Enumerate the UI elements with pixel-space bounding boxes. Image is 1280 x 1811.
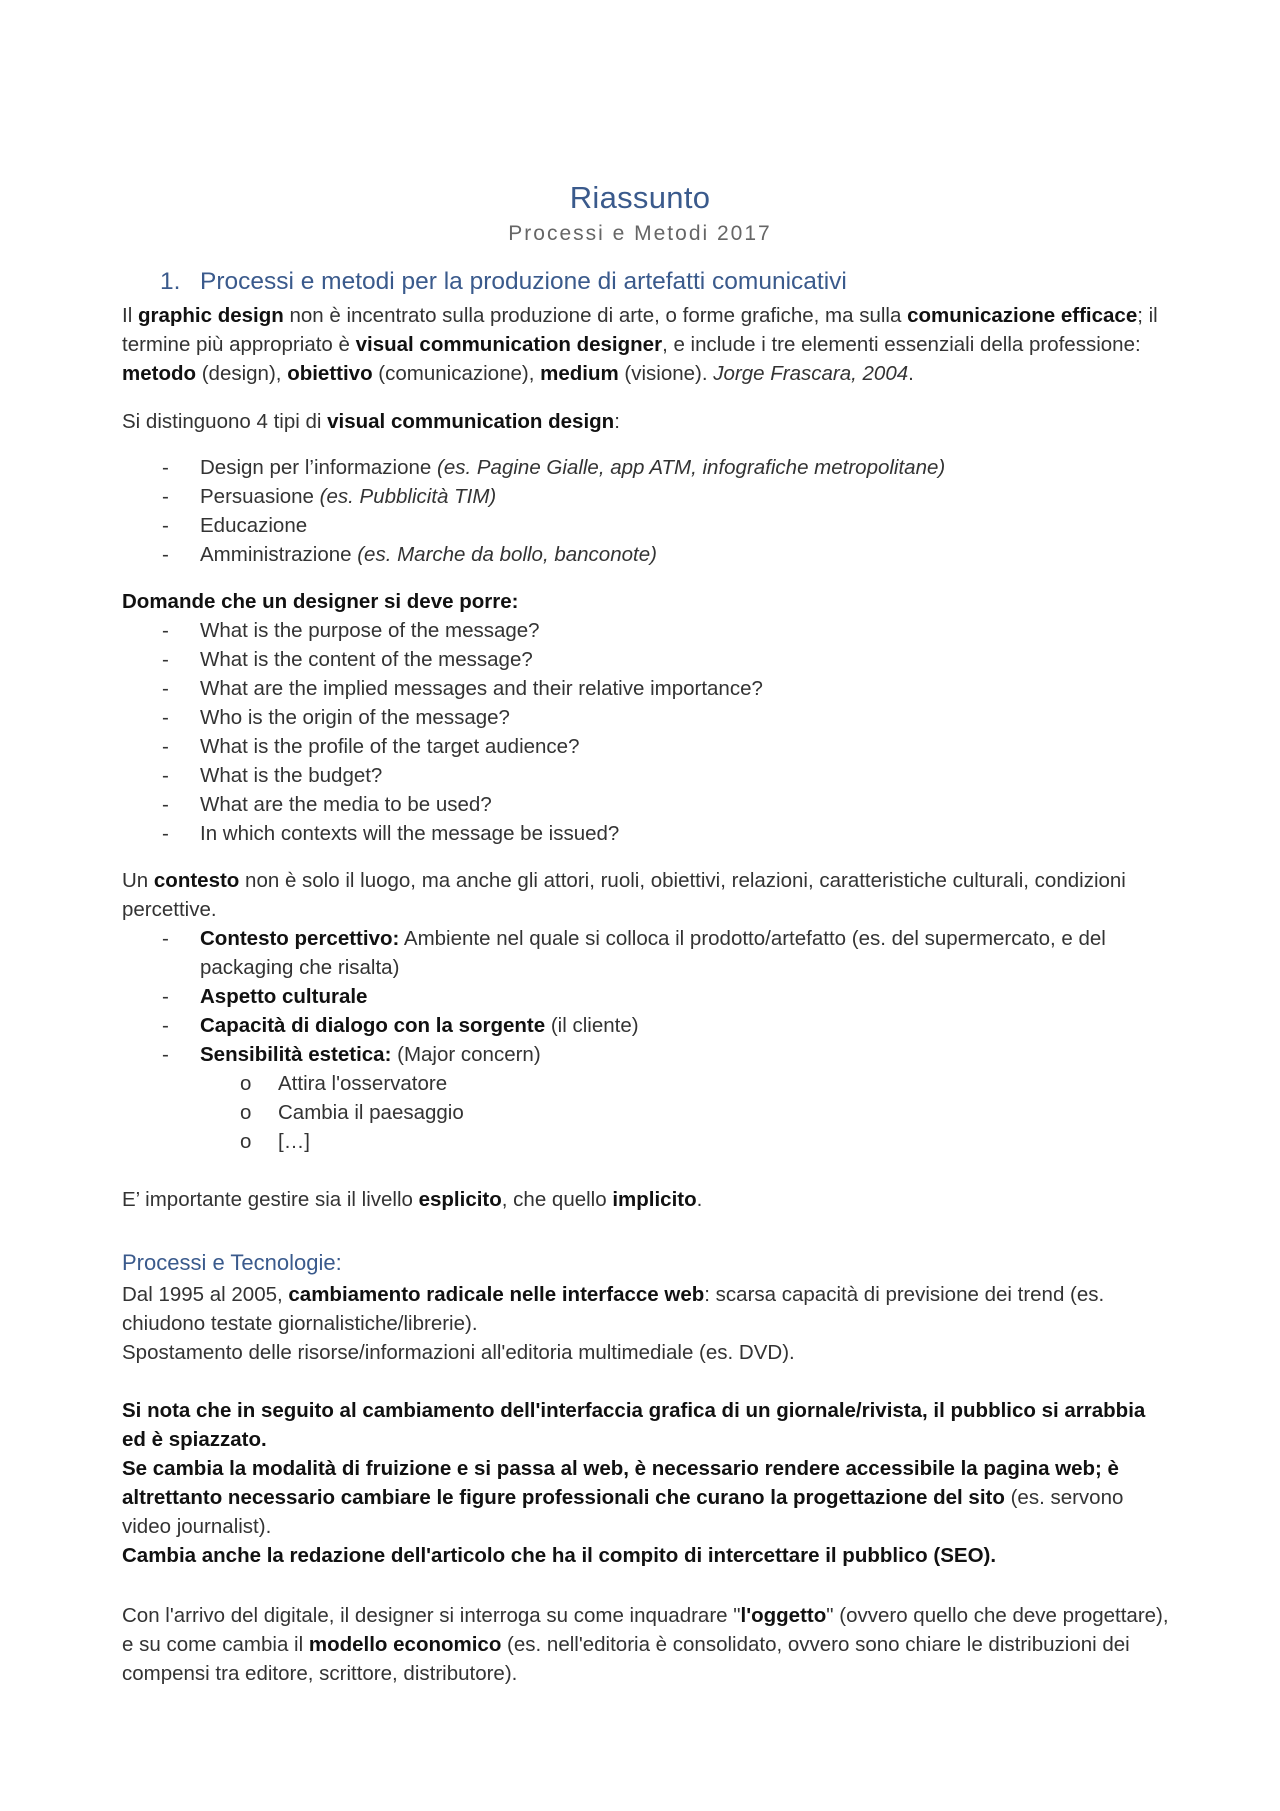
- list-item-text: Amministrazione: [200, 543, 358, 566]
- levels-paragraph: [122, 1185, 1172, 1214]
- text-run: (comunicazione),: [372, 362, 541, 385]
- sub-list-item-text: Cambia il paesaggio: [278, 1101, 464, 1124]
- text-run: non è solo il luogo, ma anche gli attori, ruoli, obiettivi, relazioni, caratteristiche culturali, condizioni percettive.: [122, 869, 1126, 921]
- bold-run: visual communication designer: [355, 333, 663, 356]
- text-run: Ambiente nel quale si colloca il prodotto/artefatto (es. del supermercato, e del packaging che risalta): [200, 927, 1106, 979]
- tech-paragraph-2: [122, 1396, 1172, 1570]
- bold-run: Capacità di dialogo con la sorgente: [200, 1014, 546, 1037]
- list-item-example: (es. Pubblicità TIM): [319, 485, 497, 508]
- list-item-text: Design per l’informazione: [200, 456, 438, 479]
- section-heading-1: [160, 268, 847, 296]
- text-run: Si distinguono 4 tipi di: [122, 410, 328, 433]
- list-item: - What are the media to be used?: [122, 790, 1172, 819]
- text-run: (design),: [196, 362, 288, 385]
- list-item: [122, 482, 1172, 511]
- list-item-text: Educazione: [200, 514, 308, 537]
- text-run: :: [614, 410, 620, 433]
- bold-run: implicito: [612, 1188, 697, 1211]
- section-number: 1.: [160, 268, 181, 295]
- intro-paragraph: [122, 301, 1172, 388]
- list-item-text: Persuasione: [200, 485, 320, 508]
- sub-list-item: [122, 1098, 1172, 1127]
- bold-run: graphic design: [137, 304, 284, 327]
- list-item-example: (es. Pagine Gialle, app ATM, infografiche metropolitane): [437, 456, 946, 479]
- bold-run: l'oggetto: [740, 1604, 827, 1627]
- text-run: " (ovvero quello che deve progettare), e su come cambia il: [122, 1604, 1169, 1656]
- list-item: - What is the budget?: [122, 761, 1172, 790]
- bold-run: comunicazione efficace: [907, 304, 1138, 327]
- document-subtitle: Processi e Metodi 2017: [508, 222, 772, 245]
- bold-run: contesto: [153, 869, 240, 892]
- tech-paragraph-1-line: Spostamento delle risorse/informazioni all'editoria multimediale (es. DVD).: [122, 1341, 795, 1364]
- text-run: Un: [122, 869, 154, 892]
- types-intro-paragraph: [122, 407, 1172, 436]
- list-item: [122, 924, 1172, 982]
- list-item: - What are the implied messages and their relative importance?: [122, 674, 1172, 703]
- list-item: - What is the purpose of the message?: [122, 616, 1172, 645]
- tech-paragraph-1: [122, 1280, 1172, 1367]
- text-run: .: [696, 1188, 703, 1211]
- list-item: [122, 1040, 1172, 1069]
- list-item: - What is the profile of the target audience?: [122, 732, 1172, 761]
- bold-run: Aspetto culturale: [200, 985, 368, 1008]
- questions-title: Domande che un designer si deve porre:: [122, 590, 519, 613]
- citation: Jorge Frascara, 2004: [713, 362, 909, 385]
- list-item: - What is the content of the message?: [122, 645, 1172, 674]
- text-run: , che quello: [501, 1188, 613, 1211]
- text-run: (il cliente): [545, 1014, 639, 1037]
- list-item: [122, 453, 1172, 482]
- bold-run: Si nota che in seguito al cambiamento dell'interfaccia grafica di un giornale/rivista, il pubblico si arrabbia ed è spiazzato.: [122, 1399, 1146, 1451]
- text-run: Il: [122, 304, 138, 327]
- text-run: non è incentrato sulla produzione di arte, o forme grafiche, ma sulla: [283, 304, 908, 327]
- bold-run: modello economico: [308, 1633, 502, 1656]
- list-item: [122, 540, 1172, 569]
- bold-run: Cambia anche la redazione dell'articolo che ha il compito di intercettare il pubblico (SEO).: [122, 1544, 997, 1567]
- text-run: E’ importante gestire sia il livello: [122, 1188, 419, 1211]
- text-run: (es. nell'editoria è consolidato, ovvero sono chiare le distribuzioni dei compensi tra editore, scrittore, distributore).: [122, 1633, 1130, 1685]
- bold-run: medium: [540, 362, 619, 385]
- questions-block: [122, 587, 1172, 848]
- text-run: .: [908, 362, 914, 385]
- sub-list-item: [122, 1127, 1172, 1156]
- tech-paragraph-3: [122, 1601, 1172, 1688]
- sub-list-item: [122, 1069, 1172, 1098]
- text-run: : scarsa capacità di previsione dei trend (es. chiudono testate giornalistiche/librerie).: [122, 1283, 1105, 1335]
- circle-bullet-icon: o: [240, 1101, 252, 1124]
- text-run: (visione).: [618, 362, 714, 385]
- sub-list-item-text: […]: [278, 1130, 310, 1153]
- sub-list-item-text: Attira l'osservatore: [278, 1072, 448, 1095]
- bold-run: cambiamento radicale nelle interfacce web: [288, 1283, 705, 1306]
- text-run: Con l'arrivo del digitale, il designer si interroga su come inquadrare ": [122, 1604, 741, 1627]
- section-heading-text: Processi e metodi per la produzione di artefatti comunicativi: [200, 268, 847, 295]
- bold-run: esplicito: [418, 1188, 502, 1211]
- section-heading-2: Processi e Tecnologie:: [122, 1250, 342, 1275]
- text-run: , e include i tre elementi essenziali della professione:: [662, 333, 1141, 356]
- bold-run: Se cambia la modalità di fruizione e si passa al web, è necessario rendere accessibile la pagina web; è altrettanto necessario cambiare le figure professionali che curano la progettazione del sito: [122, 1457, 1119, 1509]
- list-item: [122, 1011, 1172, 1040]
- bold-run: obiettivo: [287, 362, 373, 385]
- list-item: [122, 982, 1172, 1011]
- bold-run: Sensibilità estetica:: [200, 1043, 392, 1066]
- types-list: [122, 453, 1172, 569]
- text-run: ; il termine più appropriato è: [122, 304, 1158, 356]
- text-run: (es. servono video journalist).: [122, 1486, 1124, 1538]
- list-item: - In which contexts will the message be issued?: [122, 819, 1172, 848]
- bold-run: Contesto percettivo:: [200, 927, 400, 950]
- bold-run: visual communication design: [327, 410, 615, 433]
- circle-bullet-icon: o: [240, 1072, 252, 1095]
- text-run: (Major concern): [391, 1043, 541, 1066]
- text-run: Dal 1995 al 2005,: [122, 1283, 289, 1306]
- list-item: - Who is the origin of the message?: [122, 703, 1172, 732]
- bold-run: metodo: [122, 362, 197, 385]
- context-block: [122, 866, 1172, 1156]
- list-item-example: (es. Marche da bollo, banconote): [357, 543, 657, 566]
- circle-bullet-icon: o: [240, 1130, 252, 1153]
- list-item: [122, 511, 1172, 540]
- document-title: Riassunto: [569, 180, 711, 215]
